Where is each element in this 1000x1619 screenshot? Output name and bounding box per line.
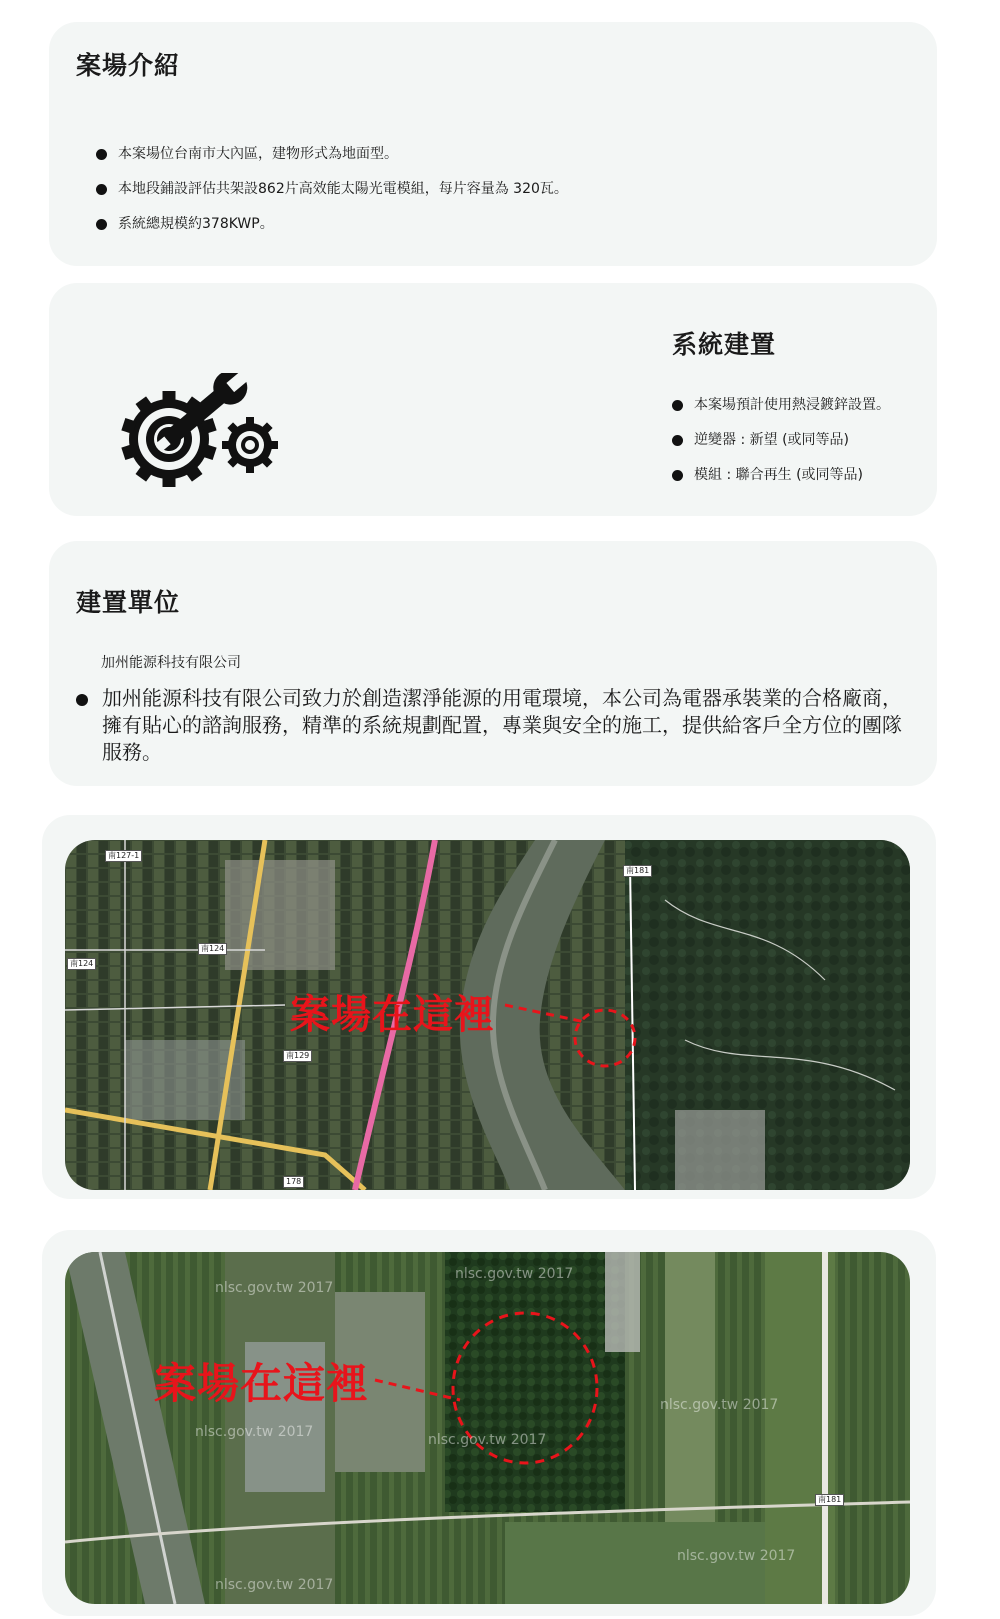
- list-item: 本案場位台南市大內區，建物形式為地面型。: [96, 146, 568, 163]
- road-tag: 南181: [623, 865, 652, 877]
- site-location-label: 案場在這裡: [290, 992, 495, 1038]
- builder-card: [49, 541, 937, 786]
- map-watermark: nlsc.gov.tw 2017: [215, 1280, 334, 1296]
- road-tag: 南127-1: [105, 850, 142, 862]
- map-watermark: nlsc.gov.tw 2017: [215, 1577, 334, 1593]
- list-item: 系統總規模約378KWP。: [96, 216, 568, 233]
- road-tag: 178: [283, 1176, 304, 1188]
- map-watermark: nlsc.gov.tw 2017: [660, 1397, 779, 1413]
- site-intro-card: [49, 22, 937, 266]
- aerial-map-card: [42, 1230, 936, 1616]
- builder-title: 建置單位: [76, 588, 181, 617]
- road-tag: 南129: [283, 1050, 312, 1062]
- street-map-image: [65, 840, 910, 1190]
- road-tag: 南181: [815, 1494, 844, 1506]
- site-intro-title: 案場介紹: [76, 51, 181, 80]
- map-watermark: nlsc.gov.tw 2017: [455, 1266, 574, 1282]
- list-item: 逆變器 : 新望 (或同等品): [672, 432, 890, 449]
- site-intro-list: [96, 146, 568, 251]
- list-item: 本案場預計使用熱浸鍍鋅設置。: [672, 397, 890, 414]
- aerial-photo-image: [65, 1252, 910, 1604]
- site-location-label: 案場在這裡: [154, 1359, 370, 1408]
- map-watermark: nlsc.gov.tw 2017: [428, 1432, 547, 1448]
- gear-wrench-icon: [113, 373, 285, 488]
- list-item: 本地段鋪設評估共架設862片高效能太陽光電模組，每片容量為 320瓦。: [96, 181, 568, 198]
- location-map-card: [42, 815, 936, 1199]
- system-build-list: [672, 397, 890, 502]
- list-item: 模組 : 聯合再生 (或同等品): [672, 467, 890, 484]
- road-tag: 南124: [67, 958, 96, 970]
- company-name: 加州能源科技有限公司: [101, 655, 241, 671]
- map-watermark: nlsc.gov.tw 2017: [677, 1548, 796, 1564]
- company-description: 加州能源科技有限公司致力於創造潔淨能源的用電環境，本公司為電器承裝業的合格廠商，擁有貼心的諮詢服務，精準的系統規劃配置，專業與安全的施工，提供給客戶全方位的團隊服務。: [76, 685, 916, 766]
- road-tag: 南124: [198, 943, 227, 955]
- system-build-card: [49, 283, 937, 516]
- map-watermark: nlsc.gov.tw 2017: [195, 1424, 314, 1440]
- system-build-title: 系統建置: [672, 330, 777, 359]
